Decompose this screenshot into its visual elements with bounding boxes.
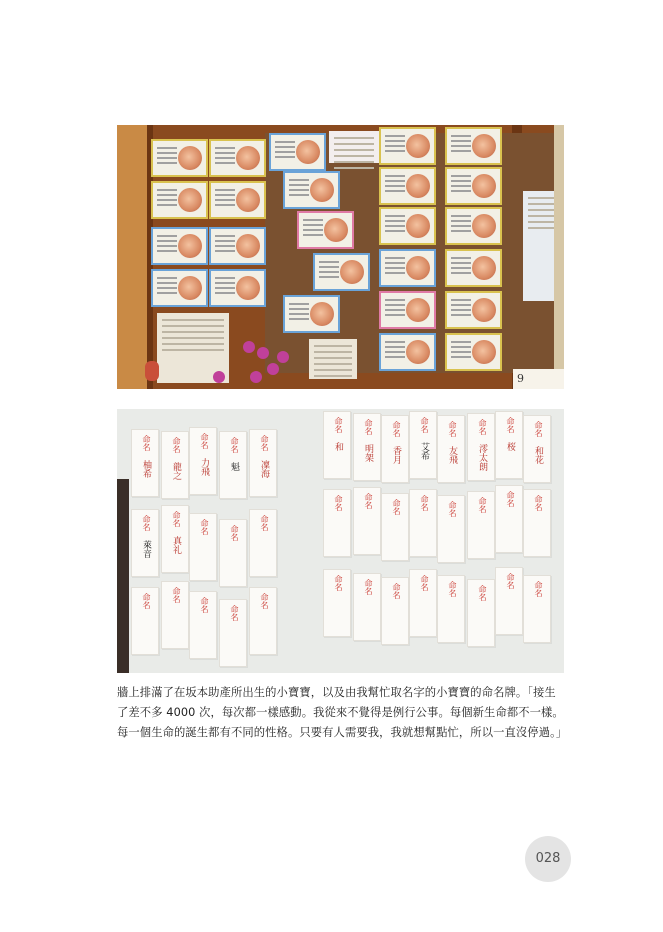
naming-slip-header: 命名 bbox=[142, 593, 151, 609]
naming-slip bbox=[219, 431, 247, 499]
naming-slip-header: 命名 bbox=[364, 419, 373, 435]
orchid-flower bbox=[213, 371, 225, 383]
news-clipping bbox=[309, 339, 357, 379]
naming-slip bbox=[189, 513, 217, 581]
naming-slip-header: 命名 bbox=[392, 499, 401, 515]
baby-photo-card bbox=[379, 127, 436, 165]
naming-slip bbox=[381, 493, 409, 561]
baby-photo-card bbox=[151, 227, 208, 265]
naming-slip bbox=[467, 491, 495, 559]
door-frame bbox=[117, 479, 129, 673]
naming-slip bbox=[409, 411, 437, 479]
naming-slip-header: 命名 bbox=[420, 417, 429, 433]
naming-slip bbox=[353, 573, 381, 641]
baby-photo-card bbox=[379, 333, 436, 371]
naming-slip bbox=[189, 591, 217, 659]
naming-slip-name: 和花 bbox=[533, 446, 543, 464]
naming-slip-header: 命名 bbox=[506, 573, 515, 589]
baby-photo-board-image bbox=[117, 125, 564, 389]
baby-photo-card bbox=[379, 207, 436, 245]
naming-slip-header: 命名 bbox=[478, 497, 487, 513]
baby-photo-card bbox=[283, 171, 340, 209]
naming-slip-header: 命名 bbox=[260, 515, 269, 531]
naming-slip-header: 命名 bbox=[172, 437, 181, 453]
naming-slip bbox=[437, 495, 465, 563]
naming-slip-name: 魁 bbox=[229, 462, 239, 471]
baby-photo-card bbox=[379, 291, 436, 329]
naming-slip bbox=[131, 509, 159, 577]
naming-slip-name: 香月 bbox=[391, 446, 401, 464]
naming-slip bbox=[189, 427, 217, 495]
naming-slip-header: 命名 bbox=[260, 435, 269, 451]
wood-frame-left bbox=[117, 125, 147, 389]
wall-tag: 9 bbox=[513, 369, 564, 389]
naming-slip-header: 命名 bbox=[230, 605, 239, 621]
orchid-flower bbox=[243, 341, 255, 353]
naming-slip-name: 桜 bbox=[505, 442, 515, 451]
baby-photo-card bbox=[297, 211, 354, 249]
wall-edge bbox=[554, 125, 564, 389]
baby-photo-card bbox=[445, 249, 502, 287]
naming-slip bbox=[409, 569, 437, 637]
baby-photo-card bbox=[379, 167, 436, 205]
baby-photo-card bbox=[283, 295, 340, 333]
baby-photo-card bbox=[445, 333, 502, 371]
naming-slip bbox=[323, 411, 351, 479]
baby-photo-card bbox=[151, 269, 208, 307]
naming-slip bbox=[523, 489, 551, 557]
naming-slip-name: 澪太朗 bbox=[477, 444, 487, 471]
naming-slip-header: 命名 bbox=[172, 511, 181, 527]
naming-slip-header: 命名 bbox=[478, 419, 487, 435]
baby-photo-card bbox=[445, 291, 502, 329]
orchid-flower bbox=[250, 371, 262, 383]
naming-slip-header: 命名 bbox=[420, 495, 429, 511]
naming-slip bbox=[437, 575, 465, 643]
naming-slip bbox=[249, 509, 277, 577]
orchid-flower bbox=[267, 363, 279, 375]
naming-slip-name: 柚希 bbox=[141, 460, 151, 478]
naming-slip bbox=[523, 415, 551, 483]
naming-slip bbox=[219, 519, 247, 587]
naming-slip-header: 命名 bbox=[172, 587, 181, 603]
naming-slip-header: 命名 bbox=[448, 501, 457, 517]
baby-photo-card bbox=[151, 139, 208, 177]
baby-photo-card bbox=[209, 227, 266, 265]
naming-slip-header: 命名 bbox=[230, 437, 239, 453]
naming-slip bbox=[249, 587, 277, 655]
naming-slip-name: 明架 bbox=[363, 444, 373, 462]
baby-photo-card bbox=[445, 207, 502, 245]
naming-slip bbox=[409, 489, 437, 557]
naming-slip bbox=[161, 431, 189, 499]
naming-slip-header: 命名 bbox=[392, 583, 401, 599]
naming-slip bbox=[323, 569, 351, 637]
naming-slip bbox=[249, 429, 277, 497]
naming-slips-wall-image bbox=[117, 409, 564, 673]
naming-slip bbox=[323, 489, 351, 557]
naming-slip-header: 命名 bbox=[448, 421, 457, 437]
naming-slip-name: 力飛 bbox=[199, 458, 209, 476]
naming-slip-name: 和 bbox=[333, 442, 343, 451]
naming-slip-header: 命名 bbox=[534, 421, 543, 437]
naming-slip bbox=[161, 581, 189, 649]
naming-slip-header: 命名 bbox=[420, 575, 429, 591]
naming-slip-header: 命名 bbox=[142, 435, 151, 451]
naming-slip bbox=[467, 413, 495, 481]
naming-slip bbox=[495, 411, 523, 479]
baby-photo-card bbox=[313, 253, 370, 291]
naming-slip bbox=[523, 575, 551, 643]
naming-slip bbox=[353, 487, 381, 555]
naming-slip bbox=[381, 577, 409, 645]
naming-slip-header: 命名 bbox=[200, 597, 209, 613]
page-caption: 牆上排滿了在坂本助產所出生的小寶寶，以及由我幫忙取名字的小寶寶的命名牌。「接生了差不多 4000 次，每次都一樣感動。我從來不覺得是例行公事。每個新生命都不一樣。每一個生命的誕生都有不同的性格。只要有人需要我，我就想幫點忙，所以一直沒停過。」 bbox=[117, 686, 568, 739]
naming-slip-header: 命名 bbox=[534, 581, 543, 597]
naming-slip bbox=[353, 413, 381, 481]
naming-slip-header: 命名 bbox=[334, 495, 343, 511]
naming-slip bbox=[131, 587, 159, 655]
naming-slip-header: 命名 bbox=[230, 525, 239, 541]
naming-slip bbox=[131, 429, 159, 497]
naming-slip-name: 萊音 bbox=[141, 540, 151, 558]
baby-photo-card bbox=[209, 139, 266, 177]
naming-slip bbox=[381, 415, 409, 483]
naming-slip-header: 命名 bbox=[392, 421, 401, 437]
naming-slip bbox=[467, 579, 495, 647]
naming-slip bbox=[437, 415, 465, 483]
naming-slip-header: 命名 bbox=[142, 515, 151, 531]
baby-photo-card bbox=[151, 181, 208, 219]
naming-slip-header: 命名 bbox=[534, 495, 543, 511]
naming-slip-header: 命名 bbox=[200, 433, 209, 449]
naming-slip bbox=[219, 599, 247, 667]
naming-slip bbox=[161, 505, 189, 573]
naming-slip-header: 命名 bbox=[334, 417, 343, 433]
naming-slip-header: 命名 bbox=[506, 417, 515, 433]
naming-slip-header: 命名 bbox=[260, 593, 269, 609]
naming-slip-name: 真礼 bbox=[171, 536, 181, 554]
baby-photo-card bbox=[269, 133, 326, 171]
naming-slip bbox=[495, 485, 523, 553]
orchid-flower bbox=[277, 351, 289, 363]
naming-slip-name: 艾希 bbox=[419, 442, 429, 460]
page-number: 028 bbox=[525, 836, 571, 882]
naming-slip-name: 龍之 bbox=[171, 462, 181, 480]
naming-slip-header: 命名 bbox=[334, 575, 343, 591]
naming-slip-name: 凜海 bbox=[259, 460, 269, 478]
naming-slip-header: 命名 bbox=[448, 581, 457, 597]
baby-photo-card bbox=[445, 127, 502, 165]
orchid-flower bbox=[257, 347, 269, 359]
naming-slip-header: 命名 bbox=[478, 585, 487, 601]
naming-slip-name: 友飛 bbox=[447, 446, 457, 464]
baby-photo-card bbox=[445, 167, 502, 205]
doll-ornament bbox=[145, 361, 159, 381]
baby-photo-card bbox=[379, 249, 436, 287]
naming-slip-header: 命名 bbox=[200, 519, 209, 535]
notice-paper bbox=[329, 131, 379, 163]
naming-slip bbox=[495, 567, 523, 635]
naming-slip-header: 命名 bbox=[364, 579, 373, 595]
baby-photo-card bbox=[209, 181, 266, 219]
naming-slip-header: 命名 bbox=[364, 493, 373, 509]
naming-slip-header: 命名 bbox=[506, 491, 515, 507]
baby-photo-card bbox=[209, 269, 266, 307]
